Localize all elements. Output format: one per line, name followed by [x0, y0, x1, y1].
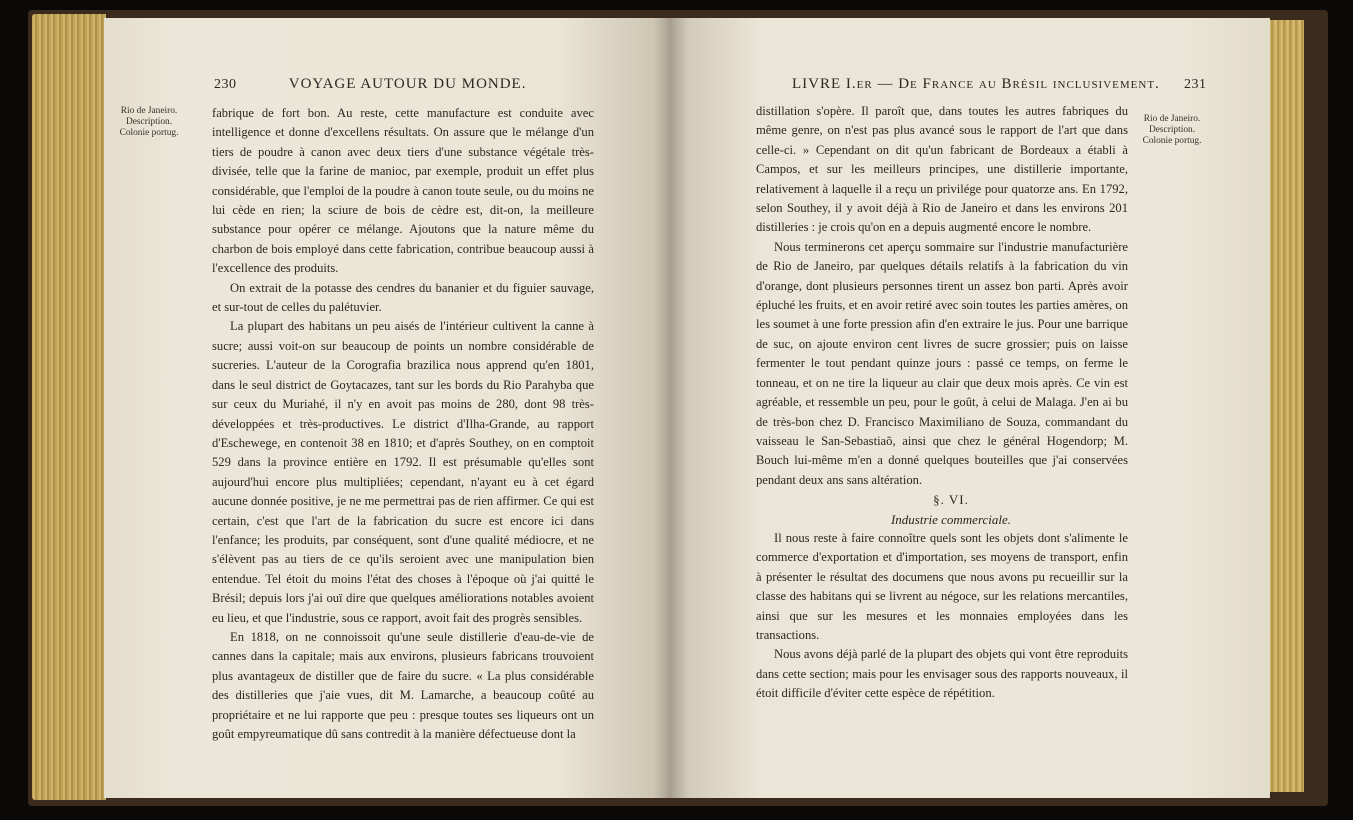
left-running-head — [214, 76, 594, 98]
paragraph: La plupart des habitans un peu aisés de l'intérieur cultivent la canne à sucre; aussi voit-on sur beaucoup de points un nombre considérable de sucreries. L'auteur de la Corografia brazilica nous apprend qu'en 1801, dans le seul district de Goytacazes, tant sur les bords du Rio Parahyba que sur ceux du Muriahé, il n'y en avoit pas moins de 280, dont 98 très-développées et très-productives. Le district d'Ilha-Grande, au rapport d'Eschewege, en contenoit 38 en 1810; et d'après Southey, on en comptoit 529 dans la province entière en 1792. Il est présumable qu'elles sont aujourd'hui encore plus multipliées; cependant, n'ayant eu à cet égard aucune donnée positive, je ne me permettrai pas de rien affirmer. Ce qui est certain, c'est que l'art de la fabrication du sucre est encore ici dans l'enfance; les produits, par conséquent, sont d'une qualité médiocre, et ne s'élèvent pas au tiers de ce qu'ils seroient avec une manipulation bien entendue. Tel étoit du moins l'état des choses à l'époque où j'ai quitté le Brésil; depuis lors j'ai ouï dire que quelques améliorations notables avoient eu lieu, et que l'industrie, sous ce rapport, avoit fait des progrès sensibles. — [212, 319, 594, 625]
margin-note-place: Rio de Janeiro. — [120, 106, 178, 116]
paragraph: Il nous reste à faire connoître quels sont les objets dont s'alimente le commerce d'exportation et d'importation, ses moyens de transport, enfin à présenter le résultat des documens que nous avons pu recueillir sur la classe des habitans qui se livrent au négoce, sur les relations mercantiles, ainsi que sur les mesures et les monnaies employées dans les transactions. — [756, 530, 1128, 642]
right-running-head — [792, 76, 1207, 98]
margin-note-topic: Description. — [125, 117, 173, 127]
left-head-title: VOYAGE AUTOUR DU MONDE. — [288, 76, 527, 92]
paragraph: Nous avons déjà parlé de la plupart des objets qui vont être reproduits dans cette section; mais pour les envisager sous des rapports nouveaux, il étoit difficile d'éviter cette espèce de répétition. — [756, 647, 1128, 701]
left-folio: 230 — [214, 77, 237, 92]
right-margin-notes — [1132, 114, 1212, 147]
right-folio: 231 — [1184, 77, 1207, 92]
page-edges-left — [32, 14, 106, 800]
paragraph: Nous terminerons cet aperçu sommaire sur l'industrie manufacturière de Rio de Janeiro, par quelques détails relatifs à la fabrication du vin d'orange, dont plusieurs personnes tirent un assez bon parti. Après avoir épluché les fruits, et en avoir retiré avec soin toutes les parties amères, on les soumet à une forte pression afin d'en extraire le jus. Pour une barrique de suc, on ajoute environ cent livres de sucre grossier; puis on laisse fermenter le tout pendant quinze jours : passé ce temps, on ferme le tonneau, et on ne tire la liqueur au clair que deux mois après. Ce vin est agréable, et ressemble un peu, pour le goût, à celui de Malaga. J'en ai bu de très-bon chez D. Francisco Maximiliano de Souza, commandant du vaisseau le San-Sebastiaõ, ainsi que chez le général Hogendorp; M. Bouch lui-même m'en a donné quelques bouteilles que j'ai conservées pendant deux ans sans altération. — [756, 239, 1128, 487]
paragraph: En 1818, on ne connoissoit qu'une seule distillerie d'eau-de-vie de cannes dans la capitale; mais aux environs, plusieurs fabricans trouvoient plus avantageux de distiller que de faire du sucre. « La plus considérable des distilleries que j'aie vues, dit M. Lamarche, a beaucoup coûté au propriétaire et ne lui rapporte que peu : presque toutes ses liqueurs ont un goût empyreumatique dû sans contredit à la manière défectueuse dont la — [212, 629, 594, 741]
margin-note-topic: Description. — [1148, 125, 1196, 135]
paragraph: On extrait de la potasse des cendres du bananier et du figuier sauvage, et sur-tout de celles du palétuvier. — [212, 280, 594, 315]
section-title: Industrie commerciale. — [890, 511, 1012, 527]
margin-note-colony: Colonie portug. — [119, 128, 179, 138]
right-head-title: LIVRE I.er — De France au Brésil inclusivement. — [792, 76, 1160, 92]
left-body-text — [212, 104, 594, 744]
margin-note-colony: Colonie portug. — [1142, 136, 1202, 146]
paragraph: fabrique de fort bon. Au reste, cette manufacture est conduite avec intelligence et donne d'excellens résultats. On assure que le mélange d'un tiers de poudre à canon avec deux tiers d'une substance végétale très-divisée, telle que la farine de manioc, par exemple, produit un effet plus considérable, que l'emploi de la poudre à canon toute seule, ou du moins ne lui cède en rien; la sciure de bois de cèdre est, dit-on, la meilleure substance pour opérer ce mélange. Ajoutons que la nature même du charbon de bois employé dans cette fabrication, contribue beaucoup aussi à l'excellence des produits. — [212, 106, 594, 276]
page-edges-right — [1268, 20, 1304, 792]
paragraph: distillation s'opère. Il paroît que, dans toutes les autres fabriques du même genre, on n'est pas plus avancé sous le rapport de l'art que dans celle-ci. » Cependant on dit qu'un fabricant de Bordeaux a établi à Campos, et sur les meilleurs principes, une distillerie importante, relativement à laquelle il a reçu un privilége pour quatorze ans. En 1792, selon Southey, il y avoit déjà à Rio de Janeiro et dans les environs 201 distilleries : je crois qu'on en a depuis augmenté encore le nombre. — [756, 104, 1128, 235]
section-number: §. VI. — [933, 492, 969, 508]
right-body-text — [756, 102, 1128, 704]
left-margin-notes — [114, 106, 184, 139]
margin-note-place: Rio de Janeiro. — [1143, 114, 1201, 124]
